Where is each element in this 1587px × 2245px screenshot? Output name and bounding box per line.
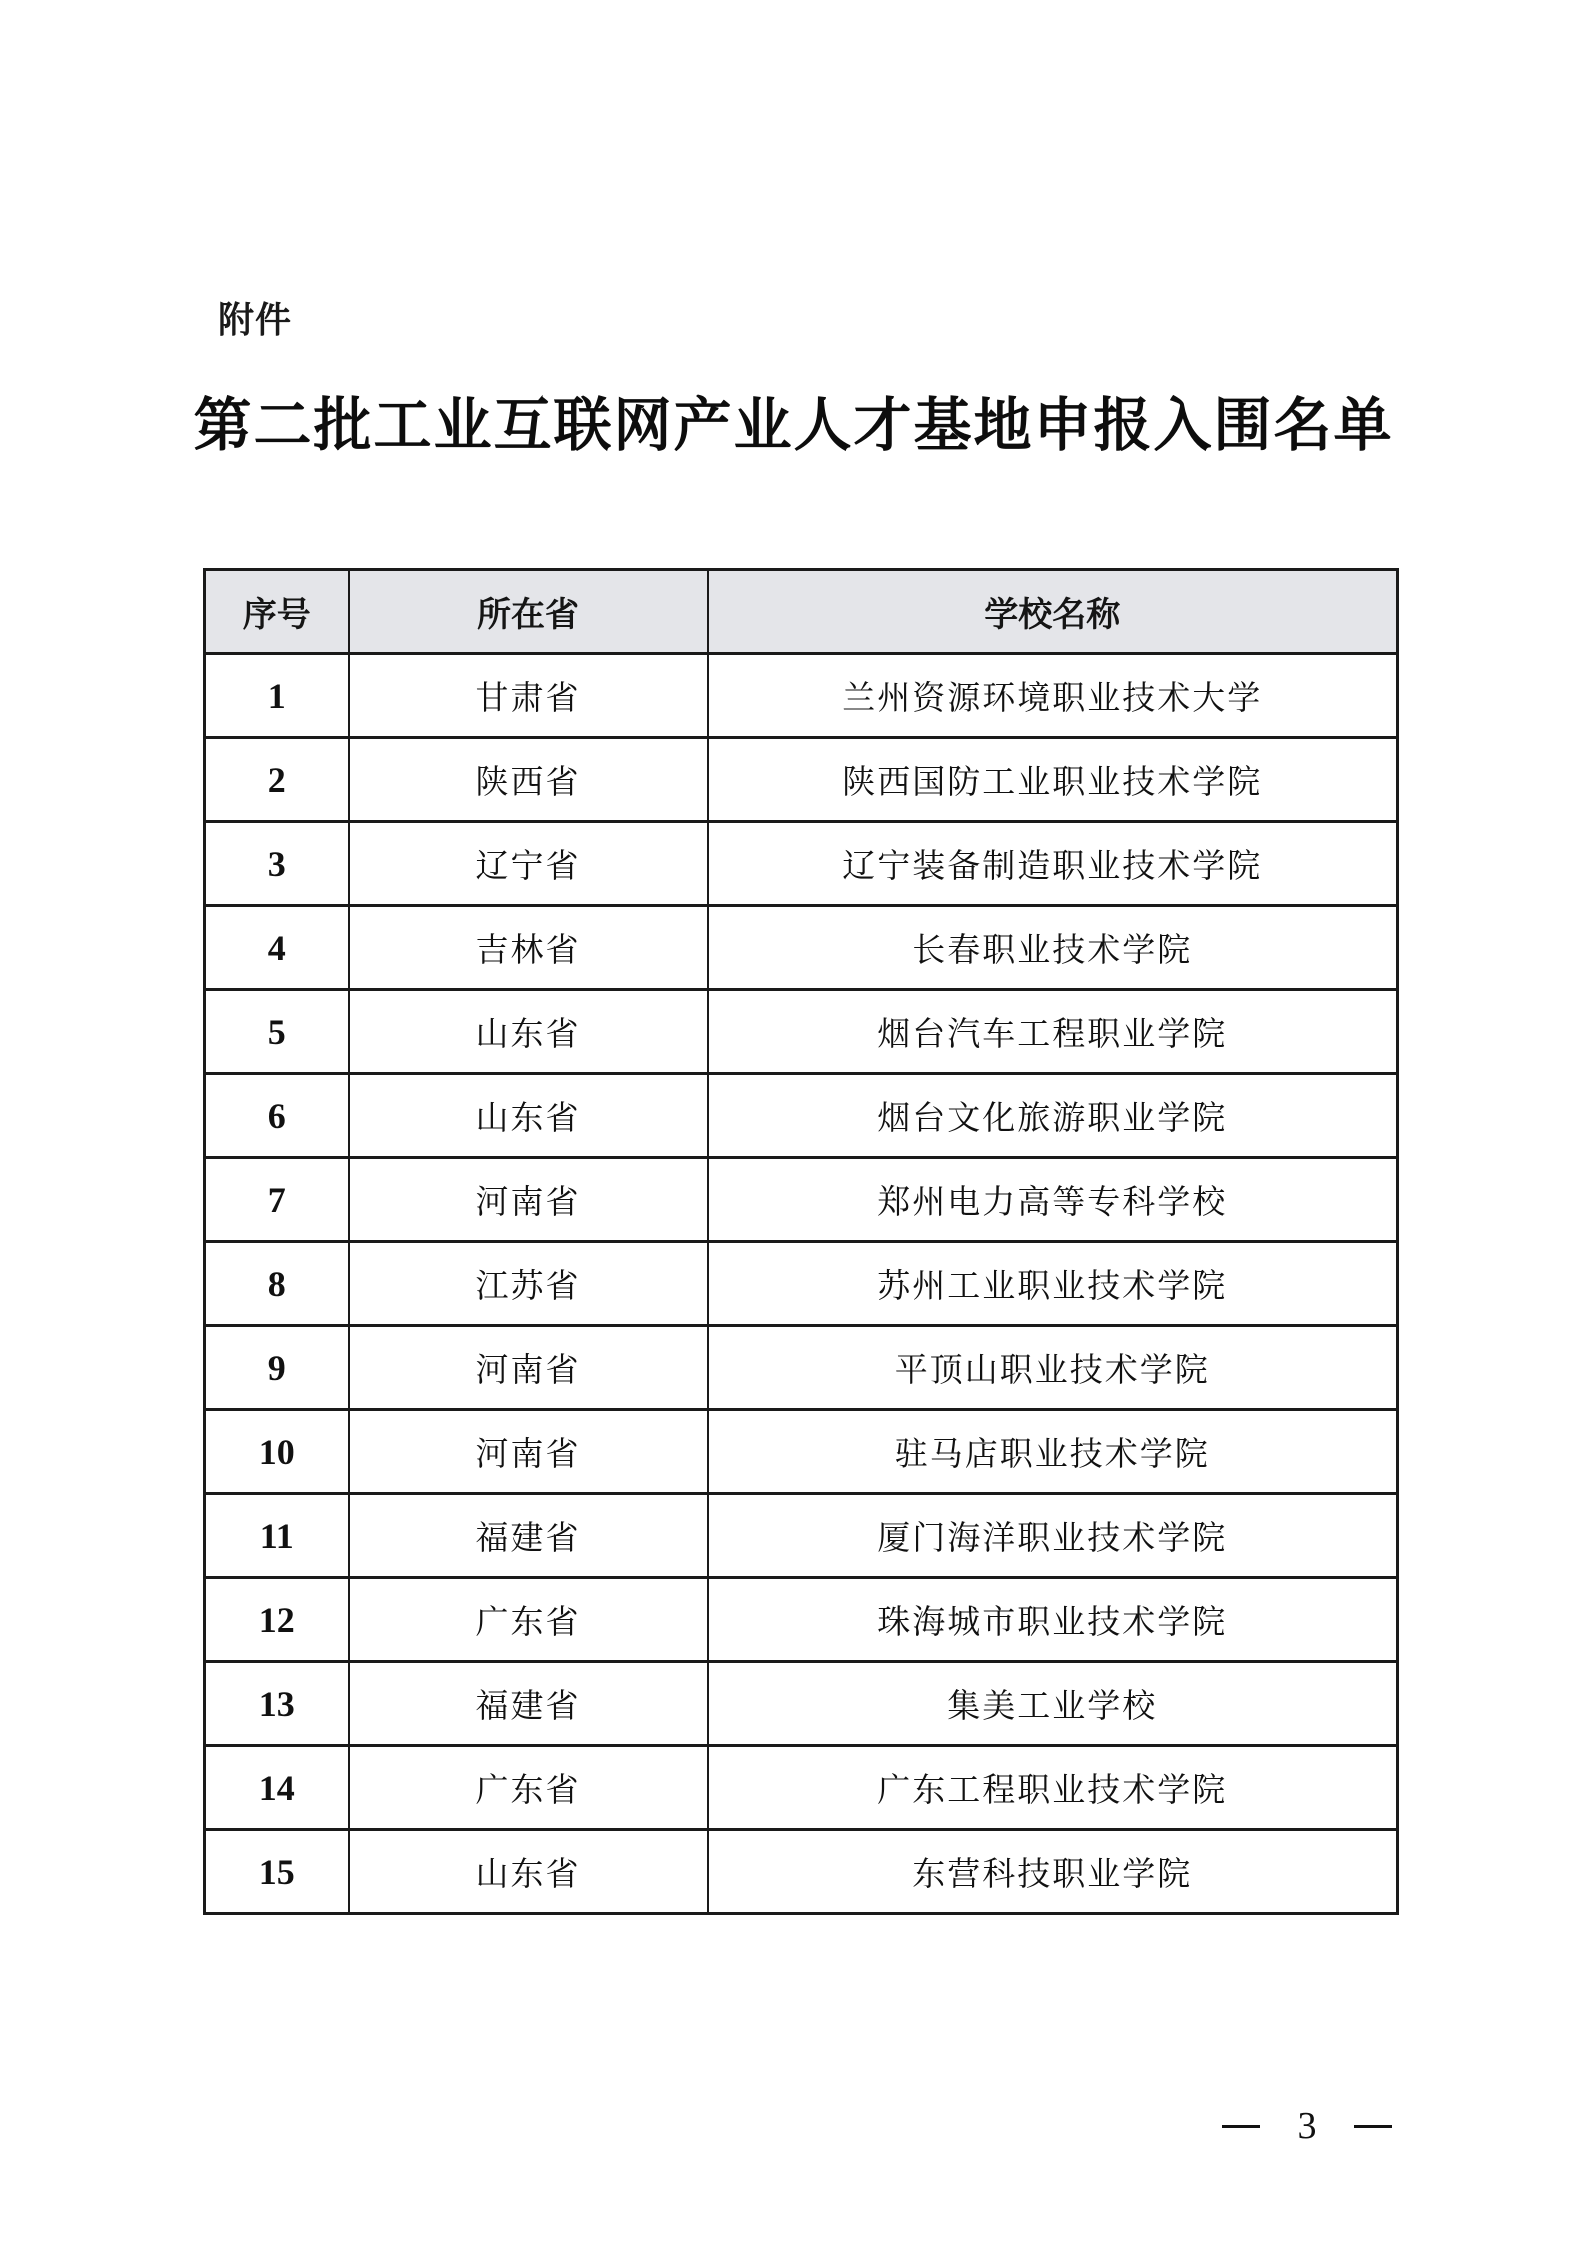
table-row: [205, 1326, 1398, 1410]
row-school: 珠海城市职业技术学院: [708, 1578, 1398, 1662]
row-number: 1: [205, 654, 349, 738]
row-number: 3: [205, 822, 349, 906]
row-province: 吉林省: [349, 906, 708, 990]
row-number: 14: [205, 1746, 349, 1830]
row-school: 兰州资源环境职业技术大学: [708, 654, 1398, 738]
table-row: [205, 1242, 1398, 1326]
row-school: 集美工业学校: [708, 1662, 1398, 1746]
row-school: 烟台汽车工程职业学院: [708, 990, 1398, 1074]
table-row: [205, 1074, 1398, 1158]
row-school: 辽宁装备制造职业技术学院: [708, 822, 1398, 906]
row-number: 13: [205, 1662, 349, 1746]
table-row: [205, 1662, 1398, 1746]
table-row: [205, 1830, 1398, 1914]
row-number: 9: [205, 1326, 349, 1410]
row-province: 福建省: [349, 1662, 708, 1746]
row-number: 2: [205, 738, 349, 822]
page-number: 3: [1297, 2105, 1317, 2147]
row-province: 河南省: [349, 1158, 708, 1242]
row-province: 山东省: [349, 1074, 708, 1158]
right-dash: [1354, 2125, 1392, 2128]
row-number: 6: [205, 1074, 349, 1158]
row-province: 福建省: [349, 1494, 708, 1578]
row-province: 河南省: [349, 1326, 708, 1410]
table-row: [205, 738, 1398, 822]
row-province: 甘肃省: [349, 654, 708, 738]
row-province: 陕西省: [349, 738, 708, 822]
row-school: 驻马店职业技术学院: [708, 1410, 1398, 1494]
row-province: 山东省: [349, 990, 708, 1074]
row-school: 平顶山职业技术学院: [708, 1326, 1398, 1410]
row-province: 广东省: [349, 1746, 708, 1830]
row-province: 辽宁省: [349, 822, 708, 906]
row-number: 4: [205, 906, 349, 990]
table-row: [205, 906, 1398, 990]
row-school: 郑州电力高等专科学校: [708, 1158, 1398, 1242]
column-header-number: 序号: [205, 570, 349, 654]
table-row: [205, 1746, 1398, 1830]
page-footer: [1222, 2104, 1392, 2148]
document-title: 第二批工业互联网产业人才基地申报入围名单: [193, 391, 1394, 459]
table-row: [205, 1578, 1398, 1662]
row-school: 苏州工业职业技术学院: [708, 1242, 1398, 1326]
row-school: 烟台文化旅游职业学院: [708, 1074, 1398, 1158]
row-province: 河南省: [349, 1410, 708, 1494]
row-number: 5: [205, 990, 349, 1074]
table-row: [205, 1410, 1398, 1494]
row-school: 厦门海洋职业技术学院: [708, 1494, 1398, 1578]
table-header-row: [205, 570, 1398, 654]
row-number: 7: [205, 1158, 349, 1242]
row-number: 15: [205, 1830, 349, 1914]
table-row: [205, 1158, 1398, 1242]
table-row: [205, 1494, 1398, 1578]
shortlist-table: [203, 568, 1399, 1915]
left-dash: [1222, 2125, 1260, 2128]
row-number: 8: [205, 1242, 349, 1326]
column-header-school: 学校名称: [708, 570, 1398, 654]
row-school: 长春职业技术学院: [708, 906, 1398, 990]
column-header-province: 所在省: [349, 570, 708, 654]
row-school: 陕西国防工业职业技术学院: [708, 738, 1398, 822]
row-school: 广东工程职业技术学院: [708, 1746, 1398, 1830]
row-province: 江苏省: [349, 1242, 708, 1326]
row-number: 11: [205, 1494, 349, 1578]
row-province: 广东省: [349, 1578, 708, 1662]
table-row: [205, 654, 1398, 738]
table-row: [205, 822, 1398, 906]
row-number: 10: [205, 1410, 349, 1494]
attachment-label: 附件: [218, 300, 293, 341]
table-row: [205, 990, 1398, 1074]
row-number: 12: [205, 1578, 349, 1662]
row-school: 东营科技职业学院: [708, 1830, 1398, 1914]
row-province: 山东省: [349, 1830, 708, 1914]
